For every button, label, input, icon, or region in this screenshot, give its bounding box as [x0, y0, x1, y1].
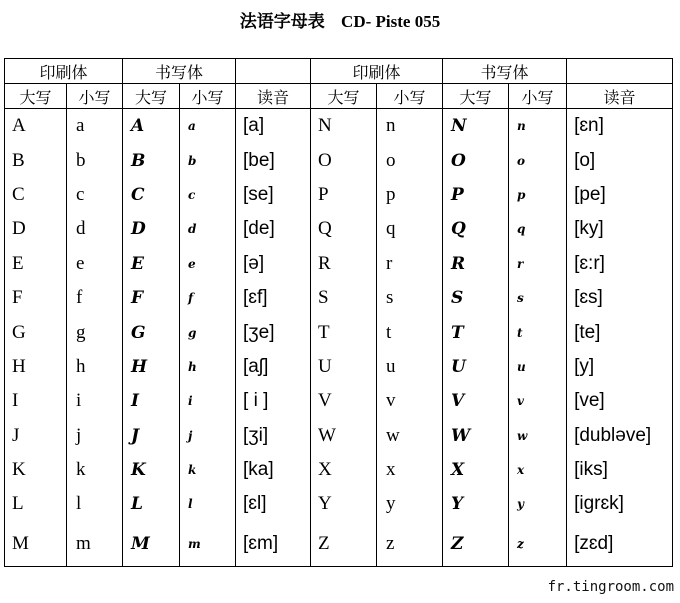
cell-print-lower: d [67, 212, 123, 246]
cell-script-lower: g [180, 315, 236, 349]
cell-script-upper: W [443, 419, 509, 453]
table-row [5, 212, 673, 246]
title-chinese: 法语字母表 [239, 12, 325, 31]
header-lower: 小写 [180, 84, 236, 109]
cell-script-upper: C [123, 178, 180, 212]
cell-print-upper: O [311, 143, 377, 177]
cell-print-upper: R [311, 247, 377, 281]
cell-print-lower: m [67, 522, 123, 567]
cell-print-lower: p [377, 178, 443, 212]
cell-pronunciation: [ə] [236, 247, 311, 281]
cell-script-upper: M [123, 522, 180, 567]
table-row [5, 109, 673, 144]
cell-print-lower: y [377, 487, 443, 521]
cell-print-upper: V [311, 384, 377, 418]
table-row [5, 384, 673, 418]
cell-print-lower: r [377, 247, 443, 281]
cell-script-upper: E [123, 247, 180, 281]
cell-print-lower: x [377, 453, 443, 487]
header-print-left: 印刷体 [5, 59, 123, 84]
cell-print-upper: D [5, 212, 67, 246]
cell-script-lower: u [509, 350, 567, 384]
table-row [5, 487, 673, 521]
cell-print-lower: t [377, 315, 443, 349]
cell-script-lower: t [509, 315, 567, 349]
cell-script-upper: Z [443, 522, 509, 567]
cell-script-upper: U [443, 350, 509, 384]
cell-pronunciation: [se] [236, 178, 311, 212]
cell-pronunciation: [a] [236, 109, 311, 144]
cell-print-lower: z [377, 522, 443, 567]
cell-script-lower: h [180, 350, 236, 384]
cell-pronunciation: [ɛn] [567, 109, 673, 144]
cell-script-upper: K [123, 453, 180, 487]
cell-script-lower: v [509, 384, 567, 418]
cell-script-upper: R [443, 247, 509, 281]
cell-script-lower: z [509, 522, 567, 567]
cell-print-upper: T [311, 315, 377, 349]
cell-print-upper: L [5, 487, 67, 521]
cell-script-upper: P [443, 178, 509, 212]
cell-print-lower: e [67, 247, 123, 281]
cell-pronunciation: [o] [567, 143, 673, 177]
cell-print-upper: X [311, 453, 377, 487]
cell-script-lower: a [180, 109, 236, 144]
cell-script-upper: G [123, 315, 180, 349]
cell-script-lower: i [180, 384, 236, 418]
cell-script-lower: q [509, 212, 567, 246]
cell-print-lower: q [377, 212, 443, 246]
cell-print-lower: w [377, 419, 443, 453]
cell-print-upper: M [5, 522, 67, 567]
cell-print-lower: k [67, 453, 123, 487]
cell-print-lower: f [67, 281, 123, 315]
cell-script-lower: m [180, 522, 236, 567]
cell-script-upper: B [123, 143, 180, 177]
cell-pronunciation: [igrɛk] [567, 487, 673, 521]
cell-script-upper: Q [443, 212, 509, 246]
cell-pronunciation: [ve] [567, 384, 673, 418]
cell-script-lower: e [180, 247, 236, 281]
cell-pronunciation: [dubləve] [567, 419, 673, 453]
page-title [0, 7, 680, 32]
cell-print-lower: u [377, 350, 443, 384]
header-lower: 小写 [377, 84, 443, 109]
cell-print-lower: s [377, 281, 443, 315]
cell-script-lower: r [509, 247, 567, 281]
cell-script-lower: b [180, 143, 236, 177]
cell-print-upper: Z [311, 522, 377, 567]
cell-print-lower: a [67, 109, 123, 144]
header-lower: 小写 [67, 84, 123, 109]
cell-print-upper: Y [311, 487, 377, 521]
cell-script-upper: Y [443, 487, 509, 521]
header-blank-right [567, 59, 673, 84]
cell-print-lower: b [67, 143, 123, 177]
cell-script-upper: N [443, 109, 509, 144]
cell-print-lower: c [67, 178, 123, 212]
cell-script-lower: w [509, 419, 567, 453]
cell-pronunciation: [ɛl] [236, 487, 311, 521]
table-row [5, 419, 673, 453]
watermark: fr.tingroom.com [547, 579, 674, 595]
cell-script-upper: S [443, 281, 509, 315]
table-row [5, 315, 673, 349]
cell-pronunciation: [ɛs] [567, 281, 673, 315]
cell-pronunciation: [ɛ:r] [567, 247, 673, 281]
cell-print-lower: h [67, 350, 123, 384]
cell-pronunciation: [ka] [236, 453, 311, 487]
cell-script-upper: A [123, 109, 180, 144]
header-blank-left [236, 59, 311, 84]
cell-pronunciation: [ʒi] [236, 419, 311, 453]
cell-script-lower: l [180, 487, 236, 521]
cell-script-upper: T [443, 315, 509, 349]
cell-pronunciation: [te] [567, 315, 673, 349]
cell-print-lower: n [377, 109, 443, 144]
header-upper: 大写 [5, 84, 67, 109]
header-reading: 读音 [236, 84, 311, 109]
cell-print-lower: g [67, 315, 123, 349]
header-print-right: 印刷体 [311, 59, 443, 84]
table-row [5, 522, 673, 567]
table-row [5, 247, 673, 281]
cell-print-upper: H [5, 350, 67, 384]
table-row [5, 143, 673, 177]
cell-script-upper: V [443, 384, 509, 418]
header-upper: 大写 [123, 84, 180, 109]
title-track: CD- Piste 055 [341, 12, 441, 31]
cell-print-upper: K [5, 453, 67, 487]
cell-print-upper: Q [311, 212, 377, 246]
cell-script-lower: y [509, 487, 567, 521]
cell-pronunciation: [aʃ] [236, 350, 311, 384]
cell-script-lower: f [180, 281, 236, 315]
cell-script-upper: I [123, 384, 180, 418]
cell-print-upper: U [311, 350, 377, 384]
cell-print-upper: W [311, 419, 377, 453]
cell-pronunciation: [iks] [567, 453, 673, 487]
header-upper: 大写 [311, 84, 377, 109]
cell-script-lower: d [180, 212, 236, 246]
cell-script-upper: L [123, 487, 180, 521]
cell-script-upper: J [123, 419, 180, 453]
header-script-left: 书写体 [123, 59, 236, 84]
cell-script-upper: H [123, 350, 180, 384]
cell-print-upper: E [5, 247, 67, 281]
cell-print-lower: j [67, 419, 123, 453]
cell-print-upper: I [5, 384, 67, 418]
alphabet-table [4, 58, 673, 567]
table-row [5, 178, 673, 212]
cell-script-lower: s [509, 281, 567, 315]
cell-print-lower: v [377, 384, 443, 418]
cell-script-lower: k [180, 453, 236, 487]
cell-script-upper: X [443, 453, 509, 487]
header-lower: 小写 [509, 84, 567, 109]
cell-print-upper: C [5, 178, 67, 212]
cell-script-lower: j [180, 419, 236, 453]
cell-pronunciation: [zɛd] [567, 522, 673, 567]
cell-print-upper: G [5, 315, 67, 349]
table-row [5, 281, 673, 315]
cell-print-upper: S [311, 281, 377, 315]
cell-script-upper: F [123, 281, 180, 315]
cell-pronunciation: [pe] [567, 178, 673, 212]
cell-print-upper: P [311, 178, 377, 212]
cell-print-upper: J [5, 419, 67, 453]
cell-script-upper: D [123, 212, 180, 246]
cell-pronunciation: [de] [236, 212, 311, 246]
cell-script-lower: x [509, 453, 567, 487]
table-row [5, 350, 673, 384]
cell-script-lower: c [180, 178, 236, 212]
cell-pronunciation: [ky] [567, 212, 673, 246]
cell-pronunciation: [y] [567, 350, 673, 384]
cell-script-lower: p [509, 178, 567, 212]
cell-script-lower: o [509, 143, 567, 177]
cell-pronunciation: [ʒe] [236, 315, 311, 349]
cell-print-upper: B [5, 143, 67, 177]
cell-print-lower: o [377, 143, 443, 177]
header-upper: 大写 [443, 84, 509, 109]
header-reading: 读音 [567, 84, 673, 109]
cell-pronunciation: [ i ] [236, 384, 311, 418]
cell-print-lower: i [67, 384, 123, 418]
table-row [5, 453, 673, 487]
cell-print-upper: A [5, 109, 67, 144]
cell-script-upper: O [443, 143, 509, 177]
cell-pronunciation: [be] [236, 143, 311, 177]
cell-pronunciation: [ɛf] [236, 281, 311, 315]
cell-print-upper: F [5, 281, 67, 315]
header-script-right: 书写体 [443, 59, 567, 84]
cell-print-lower: l [67, 487, 123, 521]
cell-pronunciation: [ɛm] [236, 522, 311, 567]
cell-print-upper: N [311, 109, 377, 144]
cell-script-lower: n [509, 109, 567, 144]
